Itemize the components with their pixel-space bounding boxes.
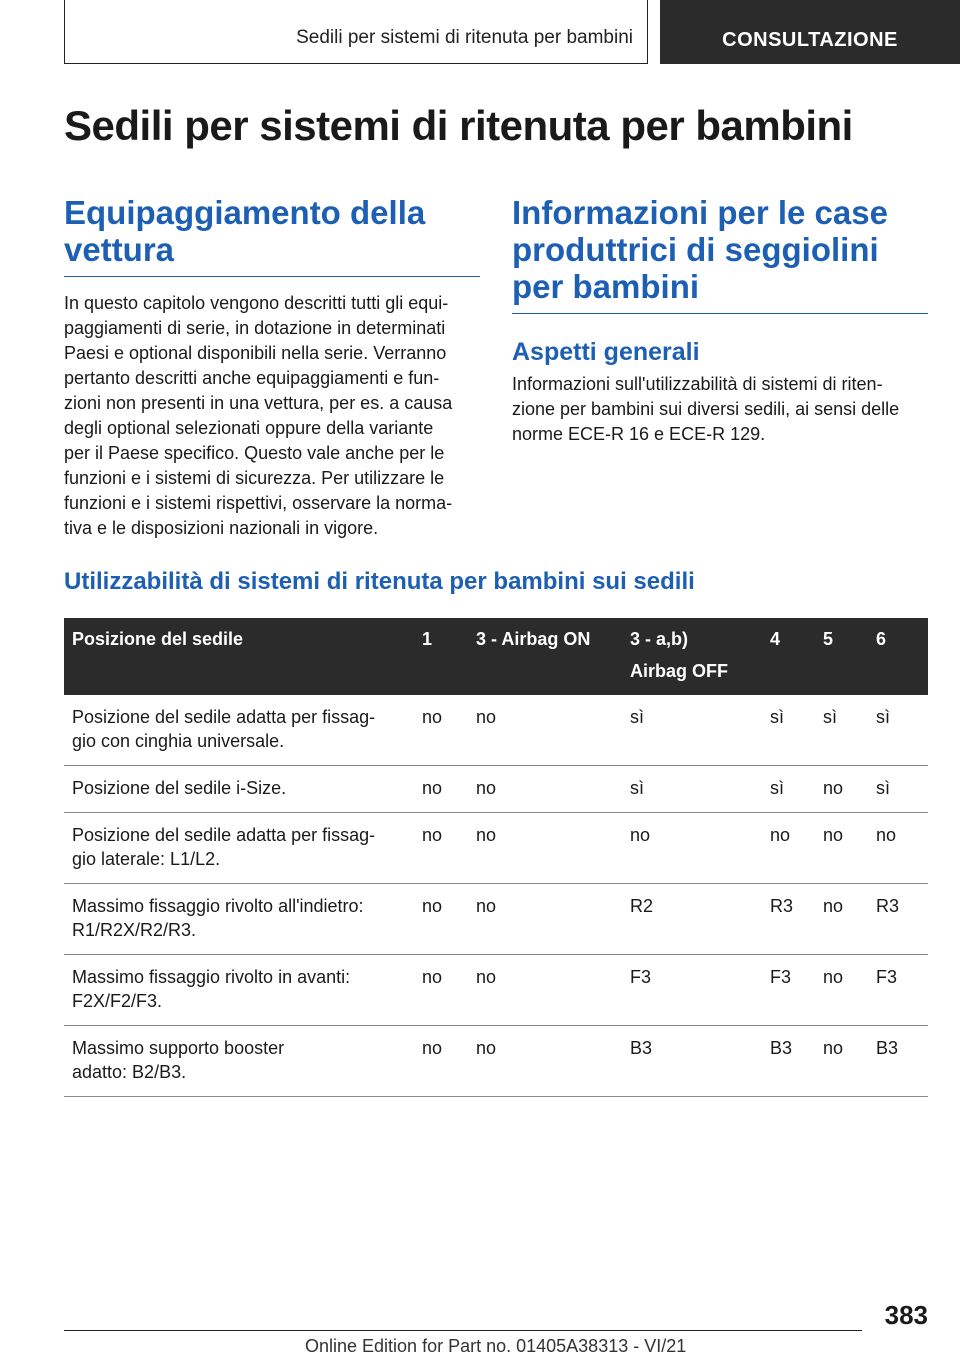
table-row [64, 884, 928, 955]
seat-position-cell: Posizione del sedile i-Size. [64, 766, 414, 813]
right-column [512, 194, 928, 447]
usability-cell: no [468, 1026, 622, 1097]
usability-cell: no [622, 813, 762, 884]
column-header: 3 - Airbag ON [468, 618, 622, 695]
seat-usability-table [64, 618, 928, 1097]
table-row [64, 1026, 928, 1097]
footer-divider [64, 1330, 862, 1331]
section-heading-equipment: Equipaggiamento della vettura [64, 194, 480, 277]
usability-cell: F3 [622, 955, 762, 1026]
running-header-title: Sedili per sistemi di ritenuta per bambini [296, 27, 633, 48]
usability-cell: R3 [868, 884, 928, 955]
table-header-row [64, 618, 928, 695]
table-heading: Utilizzabilità di sistemi di ritenuta per bambini sui sedili [64, 568, 695, 595]
table-row [64, 813, 928, 884]
left-column [64, 194, 480, 541]
usability-cell: no [815, 955, 868, 1026]
usability-cell: sì [868, 766, 928, 813]
equipment-paragraph: In questo capitolo vengono descritti tutti gli equi- paggiamenti di serie, in dotazione in determinati Paesi e optional disponibili nella serie. Verranno pertanto descritti anche equipaggiamenti e fun- zioni non presenti in una vettura, per es. a causa degli optional selezionati oppure della variante per il Paese specifico. Questo vale anche per le funzioni e i sistemi di sicurezza. Per utilizzare le funzioni e i sistemi rispettivi, osservare la norma- tiva e le disposizioni nazionali in vigore. [64, 293, 453, 538]
table-row [64, 955, 928, 1026]
seat-position-cell: Posizione del sedile adatta per fissag- gio laterale: L1/L2. [64, 813, 414, 884]
usability-cell: no [815, 766, 868, 813]
chapter-tab-label: CONSULTAZIONE [722, 29, 898, 51]
usability-cell: sì [622, 766, 762, 813]
column-header: 4 [762, 618, 815, 695]
general-paragraph: Informazioni sull'utilizzabilità di sistemi di riten- zione per bambini sui diversi sedili, ai sensi delle norme ECE-R 16 e ECE-R 129. [512, 374, 900, 444]
usability-cell: no [414, 813, 468, 884]
usability-cell: R2 [622, 884, 762, 955]
usability-cell: no [815, 1026, 868, 1097]
usability-cell: sì [762, 695, 815, 766]
table-body [64, 695, 928, 1097]
usability-cell: no [468, 884, 622, 955]
page-number: 383 [884, 1300, 928, 1330]
usability-cell: B3 [762, 1026, 815, 1097]
seat-position-cell: Massimo fissaggio rivolto all'indietro: R1/R2X/R2/R3. [64, 884, 414, 955]
usability-cell: no [414, 1026, 468, 1097]
usability-cell: sì [622, 695, 762, 766]
edition-footer: Online Edition for Part no. 01405A38313 - VI/21 [305, 1336, 687, 1356]
usability-cell: no [468, 766, 622, 813]
usability-cell: no [815, 884, 868, 955]
usability-cell: B3 [868, 1026, 928, 1097]
usability-cell: no [468, 955, 622, 1026]
seat-position-cell: Massimo fissaggio rivolto in avanti: F2X/F2/F3. [64, 955, 414, 1026]
seat-position-cell: Massimo supporto booster adatto: B2/B3. [64, 1026, 414, 1097]
usability-cell: no [414, 884, 468, 955]
section-heading-manufacturers: Informazioni per le case produttrici di seggiolini per bambini [512, 194, 928, 314]
usability-cell: B3 [622, 1026, 762, 1097]
table-row [64, 695, 928, 766]
usability-cell: sì [868, 695, 928, 766]
column-header-main: 3 - a,b) [630, 629, 689, 649]
usability-cell: no [762, 813, 815, 884]
usability-cell: R3 [762, 884, 815, 955]
column-header: 5 [815, 618, 868, 695]
table-row [64, 766, 928, 813]
column-header: 6 [868, 618, 928, 695]
running-header [64, 0, 648, 64]
usability-cell: no [468, 813, 622, 884]
column-header: Posizione del sedile [64, 618, 414, 695]
usability-cell: no [468, 695, 622, 766]
subheading-general: Aspetti generali [512, 338, 700, 366]
usability-cell: no [414, 955, 468, 1026]
usability-cell: sì [762, 766, 815, 813]
usability-cell: no [815, 813, 868, 884]
page-title: Sedili per sistemi di ritenuta per bambini [64, 102, 853, 149]
column-header [622, 618, 762, 695]
usability-cell: F3 [762, 955, 815, 1026]
column-header: 1 [414, 618, 468, 695]
column-header-subline: Airbag OFF [630, 661, 728, 681]
chapter-tab[interactable] [660, 0, 960, 64]
seat-position-cell: Posizione del sedile adatta per fissag- gio con cinghia universale. [64, 695, 414, 766]
usability-cell: F3 [868, 955, 928, 1026]
usability-cell: no [868, 813, 928, 884]
usability-cell: no [414, 766, 468, 813]
usability-cell: no [414, 695, 468, 766]
usability-cell: sì [815, 695, 868, 766]
